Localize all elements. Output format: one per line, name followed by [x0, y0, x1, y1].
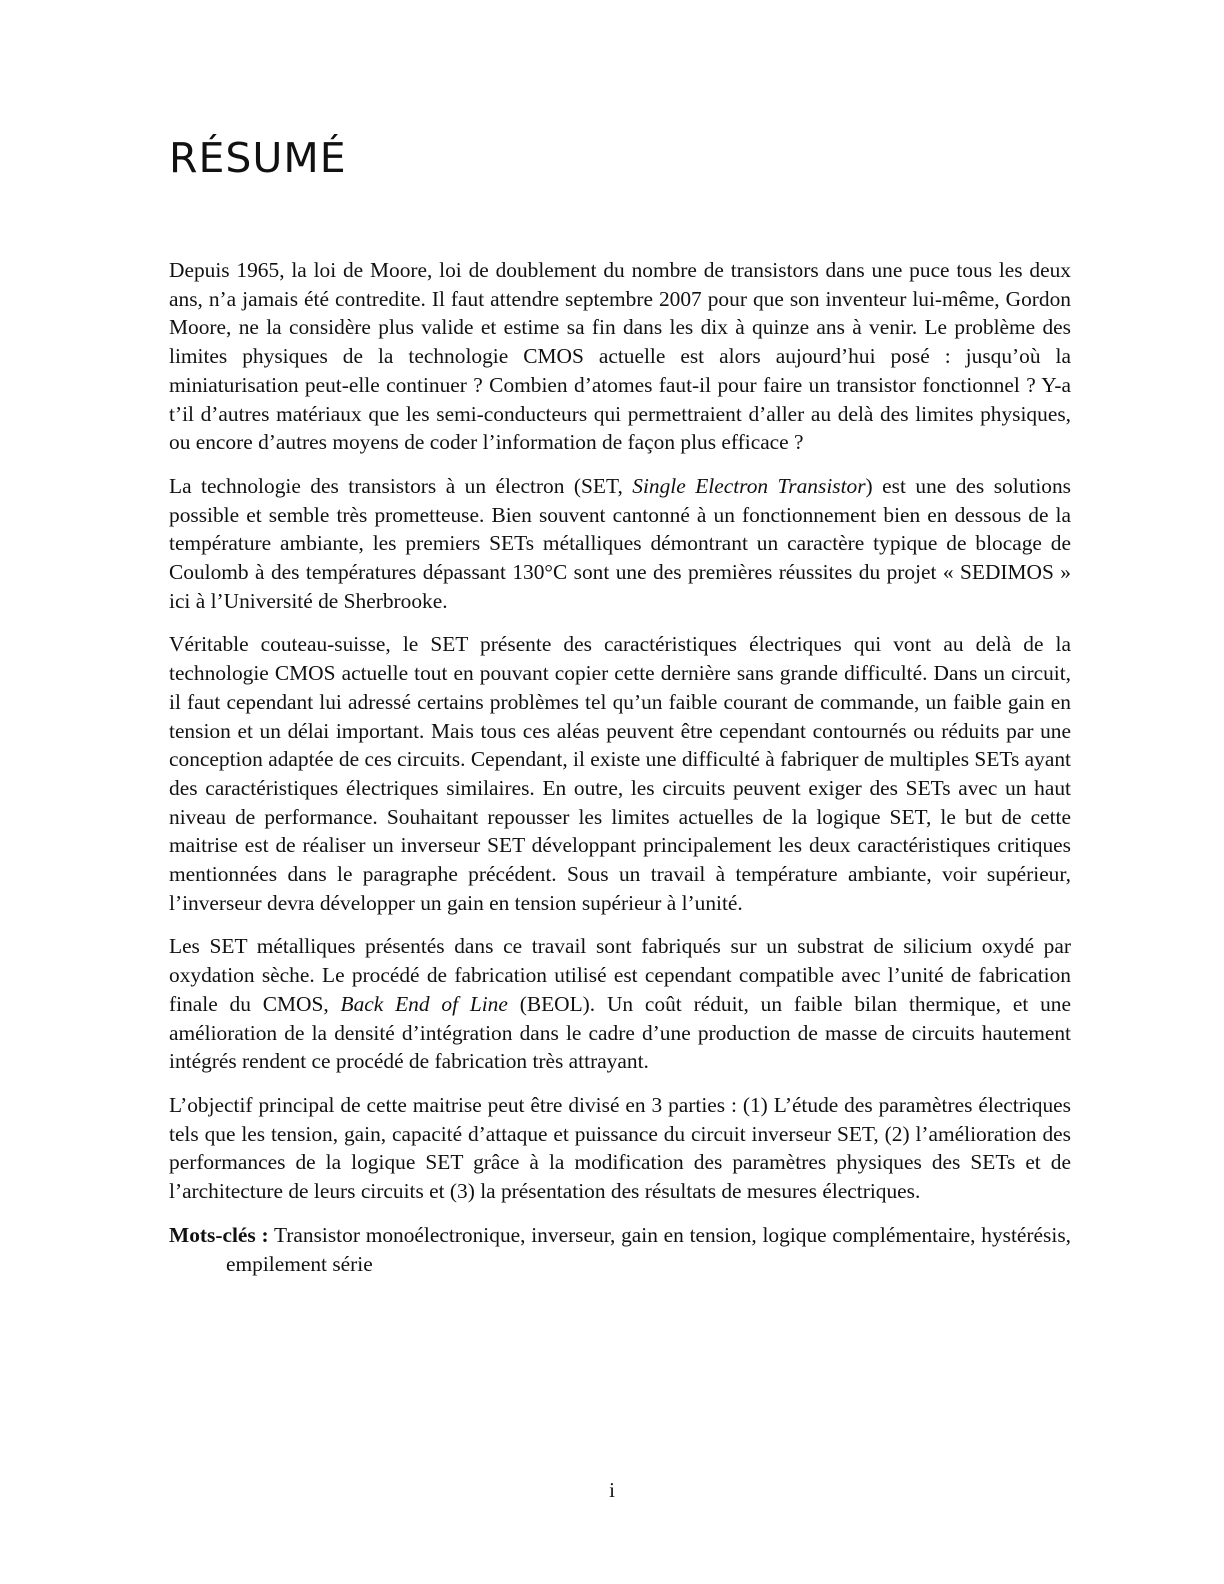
page-number: i [609, 1478, 615, 1502]
paragraph-objectives: L’objectif principal de cette maitrise peut être divisé en 3 parties : (1) L’étude des paramètres électriques tels que les tension, gain, capacité d’attaque et puissance du circuit inverseur SET, (2) l’amélioration des performances de la logique SET grâce à la modification des paramètres physiques des SETs et de l’architecture de leurs circuits et (3) la présentation des résultats de mesures électriques. [169, 1092, 1071, 1204]
keywords-text: Transistor monoélectronique, inverseur, gain en tension, logique complémentaire, hystérésis, empilement série [226, 1222, 1071, 1276]
keywords-block [169, 1221, 1071, 1278]
text-segment: (BEOL). Un coût réduit, un faible bilan thermique, et une amélioration de la densité d’intégration dans le cadre d’une production de masse de circuits hautement intégrés rendent ce procédé de fabrication très attrayant. [169, 991, 1071, 1074]
paragraph-moore-law: Depuis 1965, la loi de Moore, loi de doublement du nombre de transistors dans une puce tous les deux ans, n’a jamais été contredite. Il faut attendre septembre 2007 pour que son inventeur lui-même, Gordon Moore, ne la considère plus valide et estime sa fin dans les dix à quinze ans à venir. Le problème des limites physiques de la technologie CMOS actuelle est alors aujourd’hui posé : jusqu’où la miniaturisation peut-elle continuer ? Combien d’atomes faut-il pour faire un transistor fonctionnel ? Y-a t’il d’autres matériaux que les semi-conducteurs qui permettraient d’aller au delà des limites physiques, ou encore d’autres moyens de coder l’information de façon plus efficace ? [169, 258, 1071, 455]
italic-term: Back End of Line [340, 991, 508, 1016]
keywords-label: Mots-clés : [169, 1222, 269, 1247]
text-segment: Les SET métalliques présentés dans ce travail sont fabriqués sur un substrat de silicium oxydé par oxydation sèche. Le procédé de fabrication utilisé est cependant compatible avec l’unité de fabrication finale du CMOS, [169, 934, 1071, 1016]
text-segment: La technologie des transistors à un électron (SET, [169, 473, 633, 498]
paragraph-set-technology [169, 472, 1071, 616]
italic-term: Single Electron Transistor [632, 473, 866, 498]
paragraph-set-characteristics: Véritable couteau-suisse, le SET présente des caractéristiques électriques qui vont au delà de la technologie CMOS actuelle tout en pouvant copier cette dernière sans grande difficulté. Dans un circuit, il faut cependant lui adressé certains problèmes tel qu’un faible courant de commande, un faible gain en tension et un délai important. Mais tous ces aléas peuvent être cependant contournés ou réduits par une conception adaptée de ces circuits. Cependant, il existe une difficulté à fabriquer de multiples SETs ayant des caractéristiques électriques similaires. En outre, les circuits peuvent exiger des SETs avec un haut niveau de performance. Souhaitant repousser les limites actuelles de la logique SET, le but de cette maitrise est de réaliser un inverseur SET développant principalement les deux caractéristiques critiques mentionnées dans le paragraphe précédent. Sous un travail à température ambiante, voir supérieur, l’inverseur devra développer un gain en tension supérieur à l’unité. [169, 632, 1071, 915]
paragraph-fabrication [169, 932, 1071, 1076]
text-segment: ) est une des solutions possible et semble très prometteuse. Bien souvent cantonné à un fonctionnement bien en dessous de la température ambiante, les premiers SETs métalliques démontrant un caractère typique de blocage de Coulomb à des températures dépassant 130°C sont une des premières réussites du projet « SEDIMOS » ici à l’Université de Sherbrooke. [169, 473, 1071, 613]
page-title: RÉSUMÉ [169, 134, 347, 182]
abstract-body [169, 256, 1071, 1278]
